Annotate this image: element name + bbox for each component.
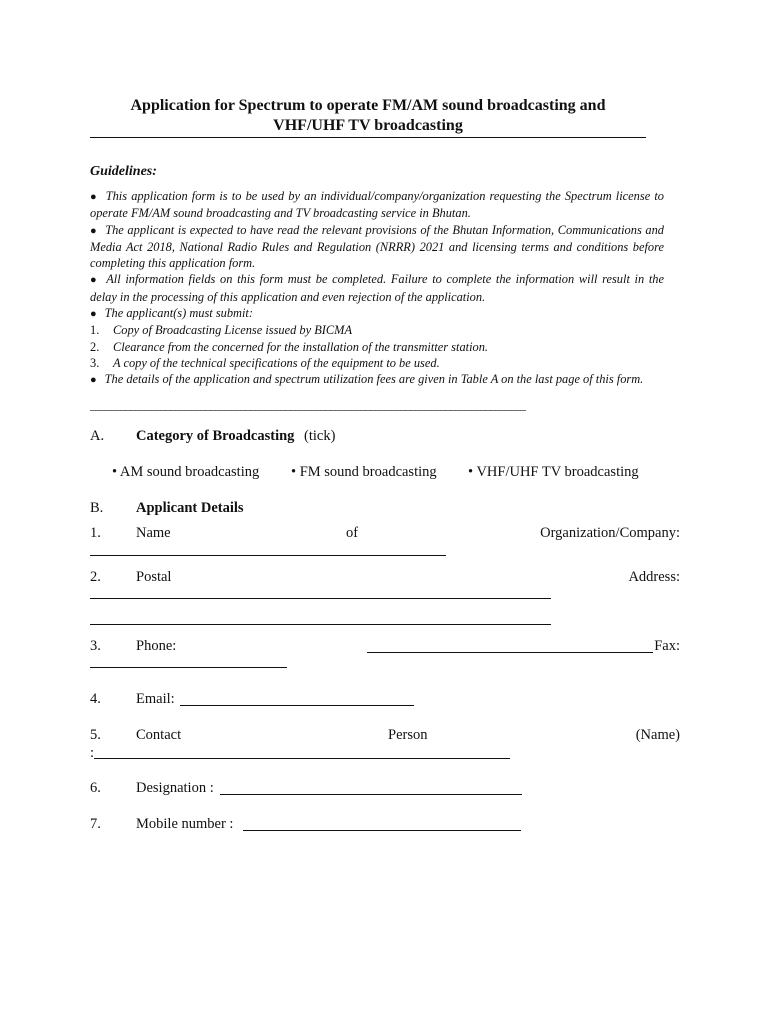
option-fm-sound[interactable]: • FM sound broadcasting [291,464,437,480]
bullet-icon: ● [90,191,98,203]
section-b-title: Applicant Details [136,500,244,516]
field-label: Contact [136,727,182,743]
contact-person-colon: : [90,745,95,761]
guideline-item [90,371,664,388]
field-number: 6. [90,780,101,796]
bullet-icon: ● [90,274,99,287]
phone-input[interactable] [367,652,653,653]
guidelines-list [90,188,664,389]
postal-address-input-line-1[interactable] [90,598,551,599]
guideline-item [90,188,664,222]
guidelines-heading: Guidelines: [90,164,157,179]
title-line-2: VHF/UHF TV broadcasting [273,117,463,134]
numbered-text: Clearance from the concerned for the installation of the transmitter station. [113,339,489,354]
separator-line: _______________________________________________________________________________________ [90,398,525,412]
numbered-item [90,322,664,338]
guideline-item [90,222,664,272]
field-label: Fax: [654,638,680,654]
field-label: Person [388,727,428,743]
form-title [90,96,646,138]
field-number: 2. [90,569,101,585]
section-a-hint: (tick) [304,428,336,444]
field-number: 3. [90,638,101,654]
field-number: 7. [90,816,101,832]
bullet-icon: ● [90,308,97,321]
field-label: Postal [136,569,172,585]
section-a-title: Category of Broadcasting [136,428,295,444]
mobile-number-input[interactable] [243,830,521,831]
option-vhf-uhf-tv[interactable]: • VHF/UHF TV broadcasting [468,464,639,480]
field-label: Organization/Company: [540,525,680,541]
email-input[interactable] [180,705,414,706]
fax-input[interactable] [90,667,287,668]
section-b-letter: B. [90,500,104,516]
bullet-icon: ● [90,374,97,387]
guideline-text: The applicant(s) must submit: [104,306,253,321]
guideline-text: All information fields on this form must be completed. Failure to complete the information will result in the delay in the processing of this application and even rejection of the application. [90,272,664,304]
designation-input[interactable] [220,794,522,795]
guideline-text: The applicant is expected to have read the relevant provisions of the Bhutan Information, Communications and Media Act 2018, National Radio Rules and Regulation (NRRR) 2021 and licensing terms and conditions before completing this application form. [90,222,664,271]
guideline-item [90,271,664,305]
contact-person-input[interactable] [94,758,510,759]
guideline-text: This application form is to be used by an individual/company/organization requesting the Spectrum license to operate FM/AM sound broadcasting and TV broadcasting service in Bhutan. [90,189,664,221]
item-number: 1. [90,323,100,338]
field-number: 4. [90,691,101,707]
numbered-text: Copy of Broadcasting License issued by BICMA [113,323,353,338]
item-number: 2. [90,339,100,354]
title-line-1: Application for Spectrum to operate FM/AM sound broadcasting and [130,97,606,114]
numbered-text: A copy of the technical specifications of the equipment to be used. [113,355,440,370]
field-number: 5. [90,727,101,743]
field-label: Designation : [136,780,214,796]
field-label: Address: [628,569,680,585]
field-label: Phone: [136,638,177,654]
field-number: 1. [90,525,101,541]
numbered-item [90,339,664,355]
field-label: of [346,525,359,541]
guideline-item [90,305,664,322]
organization-name-input[interactable] [90,555,446,556]
postal-address-input-line-2[interactable] [90,624,551,625]
section-a-letter: A. [90,428,105,444]
field-label: (Name) [635,727,680,743]
item-number: 3. [90,355,100,370]
option-am-sound[interactable]: • AM sound broadcasting [112,464,260,480]
field-label: Email: [136,691,175,707]
guideline-text: The details of the application and spectrum utilization fees are given in Table A on the last page of this form. [104,372,644,387]
field-label: Mobile number : [136,816,234,832]
numbered-item [90,355,664,371]
field-label: Name [136,525,171,541]
bullet-icon: ● [90,224,98,237]
